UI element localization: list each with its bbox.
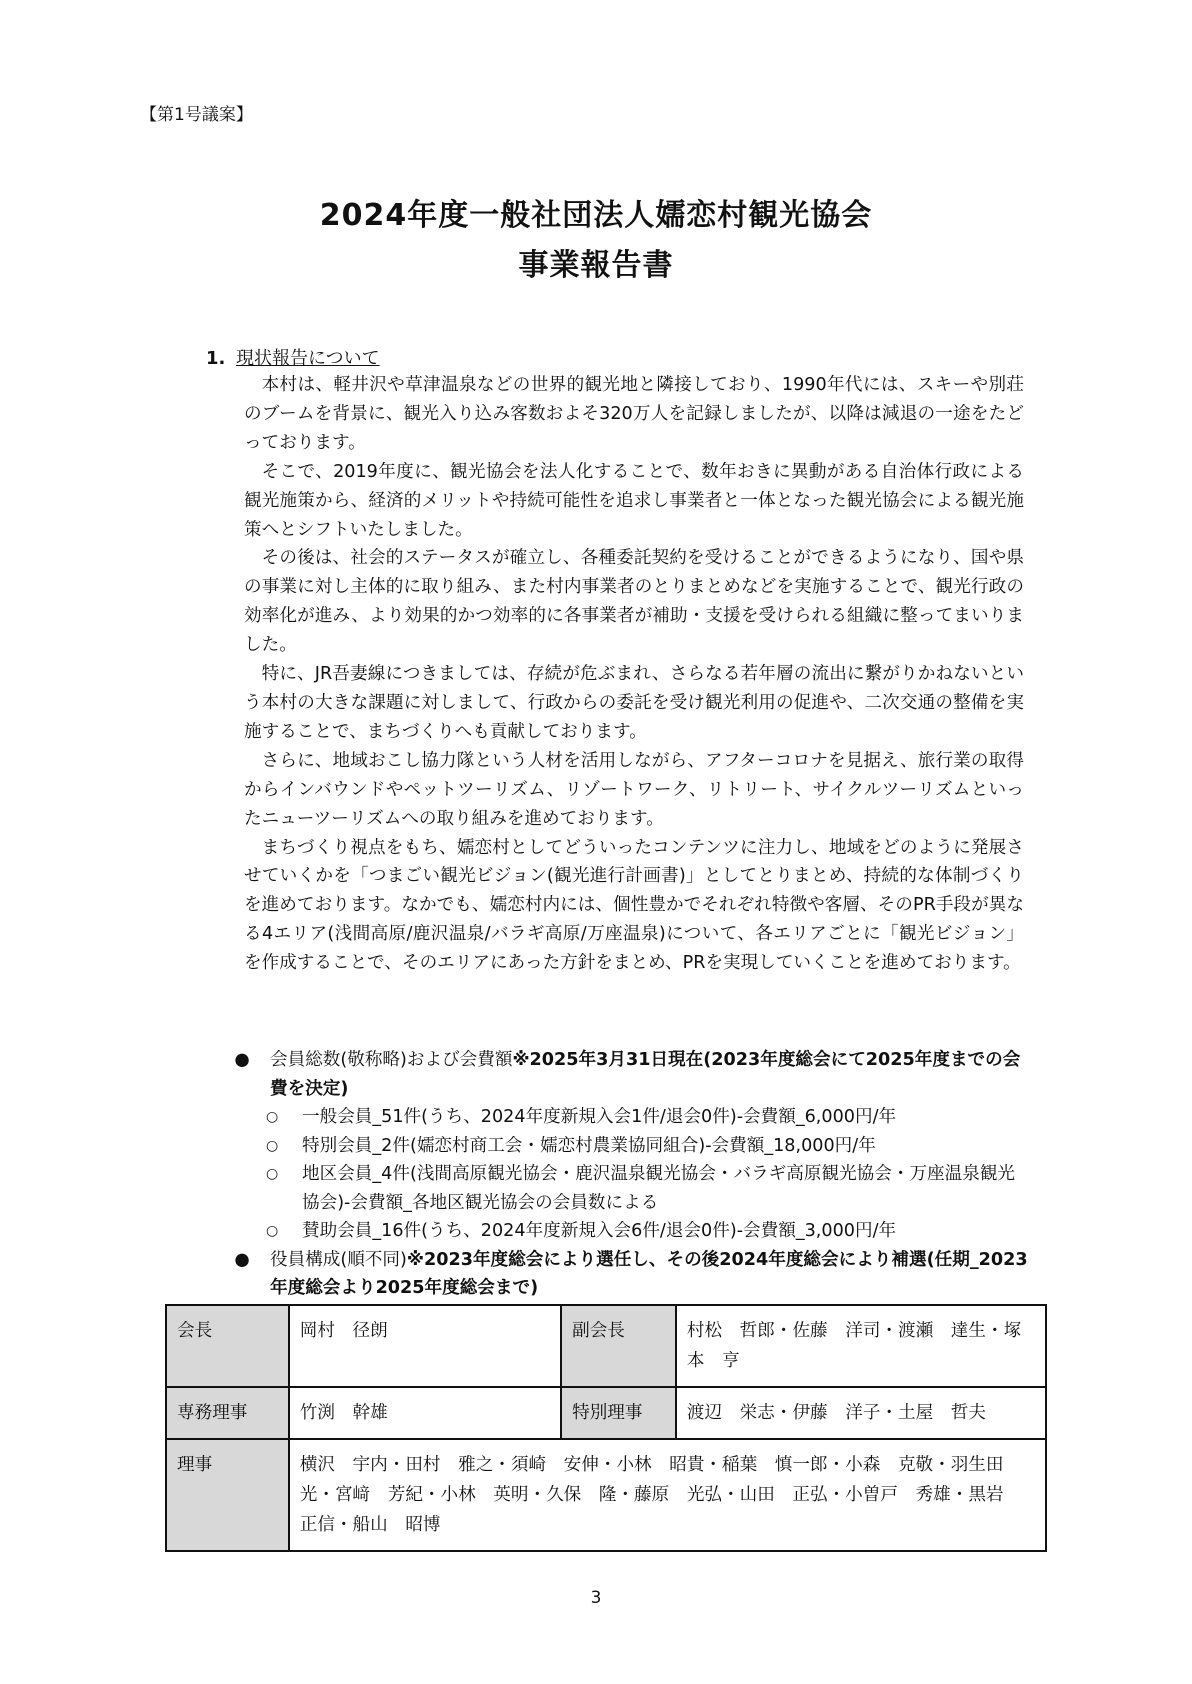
members-heading-note: ※2025年3月31日現在(2023年度総会にて2025年度までの会費を決定) bbox=[270, 1050, 1021, 1099]
executive-director-name: 竹渕 幹雄 bbox=[289, 1387, 561, 1439]
members-heading-text: 会員総数(敬称略)および会費額 bbox=[270, 1050, 513, 1070]
section-title: 現状報告について bbox=[236, 348, 380, 369]
section-number: 1. bbox=[206, 348, 226, 369]
members-heading bbox=[232, 1046, 1032, 1103]
member-category: 賛助会員_16件(うち、2024年度新規入会6件/退会0件)-会費額_3,000円/年 bbox=[302, 1221, 897, 1241]
officers-heading-text: 役員構成(順不同) bbox=[270, 1249, 407, 1270]
circle-bullet-icon: ○ bbox=[266, 1223, 279, 1239]
chair-label: 会長 bbox=[166, 1305, 289, 1387]
special-director-label: 特別理事 bbox=[561, 1387, 676, 1439]
circle-bullet-icon: ○ bbox=[266, 1166, 279, 1182]
paragraph: さらに、地域おこし協力隊という人材を活用しながら、アフターコロナを見据え、旅行業の取得からインバウンドやペットツーリズム、リゾートワーク、リトリート、サイクルツーリズムといったニューツーリズムへの取り組みを進めております。 bbox=[244, 750, 1024, 829]
list-item bbox=[232, 1132, 1032, 1161]
bullet-icon: ● bbox=[234, 1050, 250, 1070]
paragraph: 特に、JR吾妻線につきましては、存続が危ぶまれ、さらなる若年層の流出に繋がりかねないという本村の大きな課題に対しまして、行政からの委託を受け観光利用の促進や、二次交通の整備を実施することで、まちづくりへも貢献しております。 bbox=[244, 664, 1024, 742]
list-item bbox=[232, 1103, 1032, 1132]
directors-names: 横沢 宇内・田村 雅之・須崎 安伸・小林 昭貴・稲葉 慎一郎・小森 克敬・羽生田 光・宮﨑 芳紀・小林 英明・久保 隆・藤原 光弘・山田 正弘・小曽戸 秀雄・黒岩 正信・船山 昭博 bbox=[289, 1439, 1046, 1551]
section-heading bbox=[206, 344, 380, 370]
officers-table bbox=[165, 1304, 1047, 1552]
bullet-icon: ● bbox=[234, 1249, 250, 1270]
list-item bbox=[232, 1160, 1032, 1217]
member-category: 地区会員_4件(浅間高原観光協会・鹿沢温泉観光協会・バラギ高原観光協会・万座温泉観光協会)-会費額_各地区観光協会の会員数による bbox=[302, 1164, 1016, 1213]
paragraph: 本村は、軽井沢や草津温泉などの世界的観光地と隣接しており、1990年代には、スキーや別荘のブームを背景に、観光入り込み客数およそ320万人を記録しましたが、以降は減退の一途をたどっております。 bbox=[244, 375, 1024, 453]
paragraph: まちづくり視点をもち、嬬恋村としてどういったコンテンツに注力し、地域をどのように発展させていくかを「つまごい観光ビジョン(観光進行計画書)」としてとりまとめ、持続的な体制づくりを進めております。なかでも、嬬恋村内には、個性豊かでそれぞれ特徴や客層、そのPR手段が異なる4エリア(浅間高原/鹿沢温泉/バラギ高原/万座温泉)について、各エリアごとに「観光ビジョン」を作成することで、そのエリアにあった方針をまとめ、PRを実現していくことを進めております。 bbox=[244, 837, 1024, 974]
page-number: 3 bbox=[590, 1588, 602, 1608]
paragraph: そこで、2019年度に、観光協会を法人化することで、数年おきに異動がある自治体行政による観光施策から、経済的メリットや持続可能性を追求し事業者と一体となった観光協会による観光施策へとシフトいたしました。 bbox=[244, 461, 1024, 540]
document-title: 2024年度一般社団法人嬬恋村観光協会 bbox=[319, 198, 873, 233]
circle-bullet-icon: ○ bbox=[266, 1137, 279, 1154]
circle-bullet-icon: ○ bbox=[266, 1109, 279, 1125]
vice-chair-names: 村松 哲郎・佐藤 洋司・渡瀬 達生・塚本 亨 bbox=[676, 1305, 1046, 1387]
officers-heading bbox=[232, 1246, 1032, 1303]
directors-label: 理事 bbox=[166, 1439, 289, 1551]
officers-heading-note: ※2023年度総会により選任し、その後2024年度総会により補選(任期_2023年度総会より2025年度総会まで) bbox=[270, 1249, 1028, 1298]
table-row bbox=[166, 1387, 1046, 1439]
agenda-label: 【第1号議案】 bbox=[140, 105, 253, 125]
executive-director-label: 専務理事 bbox=[166, 1387, 289, 1439]
chair-name: 岡村 径朗 bbox=[289, 1305, 561, 1387]
member-category: 特別会員_2件(嬬恋村商工会・嬬恋村農業協同組合)-会費額_18,000円/年 bbox=[302, 1135, 876, 1156]
table-row bbox=[166, 1439, 1046, 1551]
section-body bbox=[244, 371, 1024, 978]
table-row bbox=[166, 1305, 1046, 1387]
vice-chair-label: 副会長 bbox=[561, 1305, 676, 1387]
list-item bbox=[232, 1217, 1032, 1246]
document-subtitle: 事業報告書 bbox=[518, 248, 674, 283]
special-director-names: 渡辺 栄志・伊藤 洋子・土屋 哲夫 bbox=[676, 1387, 1046, 1439]
member-category: 一般会員_51件(うち、2024年度新規入会1件/退会0件)-会費額_6,000円/年 bbox=[302, 1107, 897, 1127]
paragraph: その後は、社会的ステータスが確立し、各種委託契約を受けることができるようになり、国や県の事業に対し主体的に取り組み、また村内事業者のとりまとめなどを実施することで、観光行政の効率化が進み、より効果的かつ効率的に各事業者が補助・支援を受けられる組織に整ってまいりました。 bbox=[244, 548, 1024, 656]
members-list bbox=[232, 1046, 1032, 1303]
